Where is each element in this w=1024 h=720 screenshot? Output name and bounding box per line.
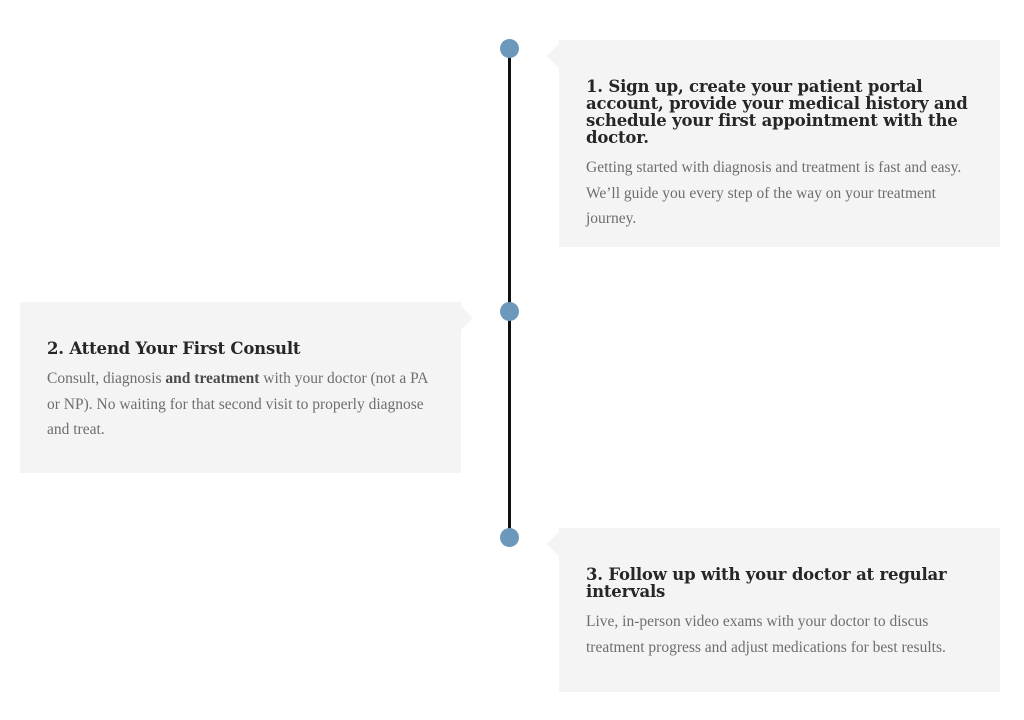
step-3-description: Live, in-person video exams with your doctor to discus treatment progress and adjust medications for best results. [586, 613, 946, 656]
timeline-marker-step-1 [500, 39, 519, 58]
timeline-line [508, 48, 511, 538]
step-2-description [47, 366, 433, 443]
step-1-title: 1. Sign up, create your patient portal account, provide your medical history and schedule your first appointment with the doctor. [586, 77, 968, 147]
step-card-3 [559, 528, 1000, 692]
step-2-description-start: Consult, diagnosis [47, 370, 166, 387]
step-card-2 [20, 302, 461, 473]
timeline-marker-step-3 [500, 528, 519, 547]
timeline-marker-step-2 [500, 302, 519, 321]
step-2-title: 2. Attend Your First Consult [47, 339, 301, 358]
step-2-description-end: with your doctor (not a PA or NP). No waiting for that second visit to properly diagnose and treat. [47, 370, 428, 438]
step-3-title: 3. Follow up with your doctor at regular intervals [586, 565, 947, 601]
step-2-description-emphasis: and treatment [165, 370, 260, 387]
step-1-description: Getting started with diagnosis and treatment is fast and easy. We’ll guide you every step of the way on your treatment journey. [586, 159, 962, 227]
step-card-1 [559, 40, 1000, 247]
